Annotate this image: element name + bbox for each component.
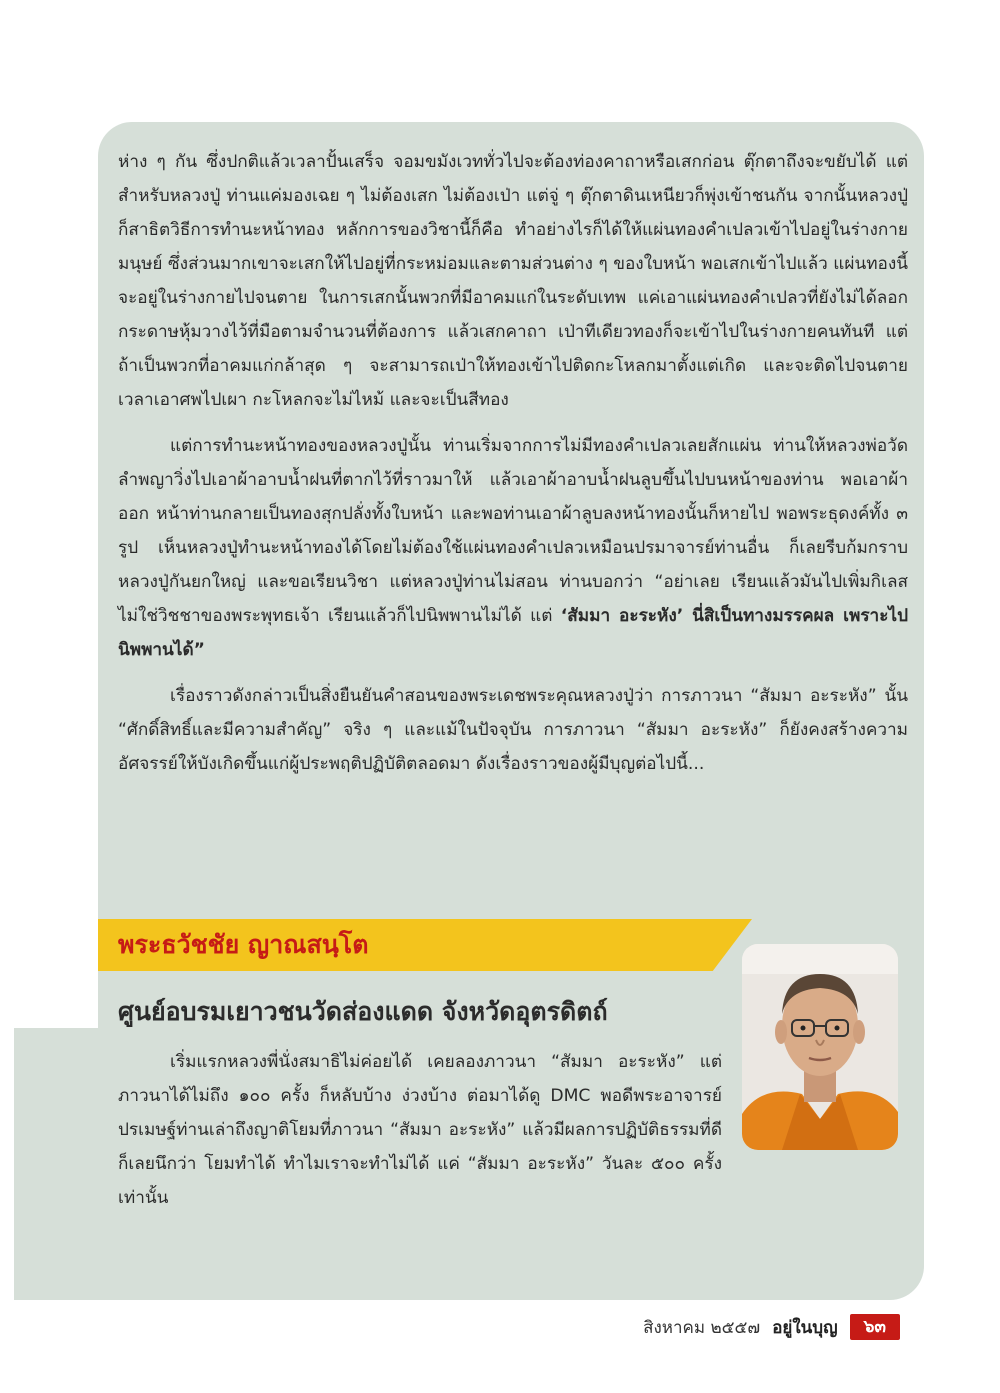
article-paragraph-2 <box>118 429 908 667</box>
article-paragraph-1: ห่าง ๆ กัน ซึ่งปกติแล้วเวลาปั้นเสร็จ จอมขมังเวททั่วไปจะต้องท่องคาถาหรือเสกก่อน ตุ๊กตาถึงจะขยับได้ แต่สำหรับหลวงปู่ ท่านแค่มองเฉย ๆ ไม่ต้องเสก ไม่ต้องเป่า แต่จู่ ๆ ตุ๊กตาดินเหนียวก็พุ่งเข้าชนกัน จากนั้นหลวงปู่ก็สาธิตวิธีการทำนะหน้าทอง หลักการของวิชานี้ก็คือ ทำอย่างไรก็ได้ให้แผ่นทองคำเปลวเข้าไปอยู่ในร่างกายมนุษย์ ซึ่งส่วนมากเขาจะเสกให้ไปอยู่ที่กระหม่อมและตามส่วนต่าง ๆ ของใบหน้า พอเสกเข้าไปแล้ว แผ่นทองนี้จะอยู่ในร่างกายไปจนตาย ในการเสกนั้นพวกที่มีอาคมแก่ในระดับเทพ แค่เอาแผ่นทองคำเปลวที่ยังไม่ได้ลอกกระดาษหุ้มวางไว้ที่มือตามจำนวนที่ต้องการ แล้วเสกคาถา เป่าทีเดียวทองก็จะเข้าไปในร่างกายคนทันที แต่ถ้าเป็นพวกที่อาคมแก่กล้าสุด ๆ จะสามารถเป่าให้ทองเข้าไปติดกะโหลกมาตั้งแต่เกิด และจะติดไปจนตายเวลาเอาศพไปเผา กะโหลกจะไม่ไหม้ และจะเป็นสีทอง <box>118 152 908 410</box>
monk-portrait <box>742 944 898 1150</box>
profile-name: พระธวัชชัย ญาณสนฺโต <box>118 930 369 959</box>
portrait-illustration <box>742 944 898 1150</box>
magazine-name: อยู่ในบุญ <box>772 1317 838 1338</box>
paragraph-2-text: แต่การทำนะหน้าทองของหลวงปู่นั้น ท่านเริ่มจากการไม่มีทองคำเปลวเลยสักแผ่น ท่านให้หลวงพ่อวัดลำพญาวิ่งไปเอาผ้าอาบน้ำฝนที่ตากไว้ที่ราวมาให้ แล้วเอาผ้าอาบน้ำฝนลูบขึ้นไปบนหน้าของท่าน พอเอาผ้าออก หน้าท่านกลายเป็นทองสุกปลั่งทั้งใบหน้า และพอท่านเอาผ้าลูบลงหน้าทองนั้นก็หายไป พอพระธุดงค์ทั้ง ๓ รูป เห็นหลวงปู่ทำนะหน้าทองได้โดยไม่ต้องใช้แผ่นทองคำเปลวเหมือนปรมาจารย์ท่านอื่น ก็เลยรีบก้มกราบหลวงปู่กันยกใหญ่ และขอเรียนวิชา แต่หลวงปู่ท่านไม่สอน ท่านบอกว่า “อย่าเลย เรียนแล้วมันไปเพิ่มกิเลส ไม่ใช่วิชชาของพระพุทธเจ้า เรียนแล้วก็ไปนิพพานไม่ได้ แต่ <box>118 436 908 626</box>
page-number: ๖๓ <box>850 1314 900 1340</box>
bold-quote: ‘สัมมา อะระหัง’ นี่สิเป็นทางมรรคผล เพราะไปนิพพานได้” <box>118 606 908 660</box>
article-paragraph-3: เรื่องราวดังกล่าวเป็นสิ่งยืนยันคำสอนของพระเดชพระคุณหลวงปู่ว่า การภาวนา “สัมมา อะระหัง” นั้น “ศักดิ์สิทธิ์และมีความสำคัญ” จริง ๆ และแม้ในปัจจุบัน การภาวนา “สัมมา อะระหัง” ก็ยังคงสร้างความอัศจรรย์ให้บังเกิดขึ้นแก่ผู้ประพฤติปฏิบัติตลอดมา ดังเรื่องราวของผู้มีบุญต่อไปนี้... <box>118 686 908 774</box>
article-body <box>118 145 908 793</box>
page-footer <box>643 1313 900 1341</box>
profile-story: เริ่มแรกหลวงพี่นั่งสมาธิไม่ค่อยได้ เคยลองภาวนา “สัมมา อะระหัง” แต่ภาวนาได้ไม่ถึง ๑๐๐ ครั้ง ก็หลับบ้าง ง่วงบ้าง ต่อมาได้ดู DMC พอดีพระอาจารย์ปรเมษฐ์ท่านเล่าถึงญาติโยมที่ภาวนา “สัมมา อะระหัง” แล้วมีผลการปฏิบัติธรรมที่ดี ก็เลยนึกว่า โยมทำได้ ทำไมเราจะทำไม่ได้ แค่ “สัมมา อะระหัง” วันละ ๕๐๐ ครั้ง เท่านั้น <box>118 1052 722 1208</box>
profile-affiliation: ศูนย์อบรมเยาวชนวัดส่องแดด จังหวัดอุตรดิตถ์ <box>118 997 608 1026</box>
issue-date: สิงหาคม ๒๕๕๗ <box>643 1317 761 1338</box>
